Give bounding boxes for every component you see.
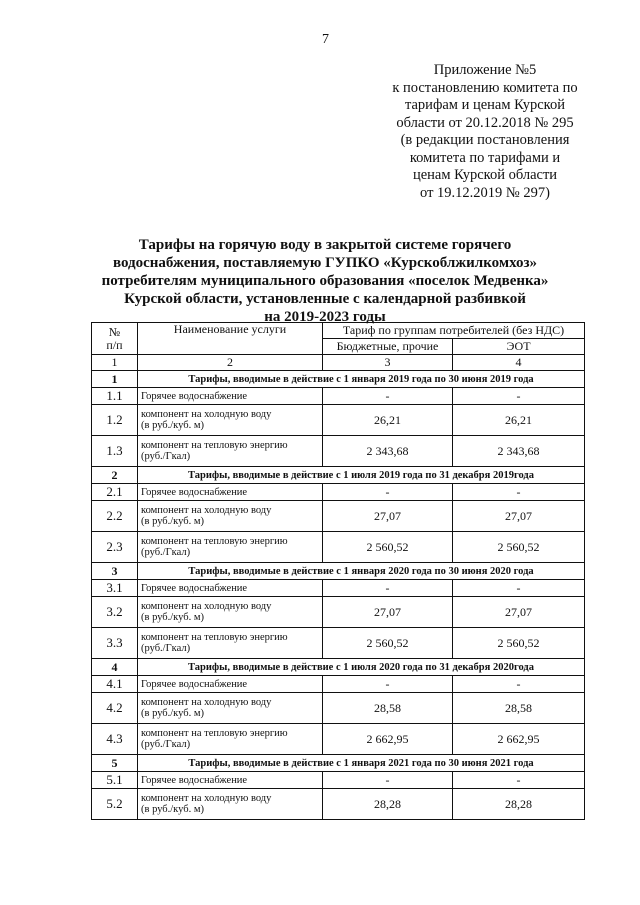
tariff-budget: 27,07: [323, 501, 453, 532]
row-number: 1.3: [92, 436, 138, 467]
appendix-line: ценам Курской области: [412, 167, 558, 183]
service-name: компонент на тепловую энергию (руб./Гкал): [138, 436, 323, 467]
section-number: 4: [92, 659, 138, 676]
tariff-budget: 2 560,52: [323, 532, 453, 563]
service-name: компонент на холодную воду (в руб./куб. м): [138, 501, 323, 532]
tariff-budget: 28,58: [323, 693, 453, 724]
tariff-eot: -: [453, 484, 585, 501]
tariff-eot: 28,28: [453, 789, 585, 820]
appendix-reference: [370, 62, 600, 202]
service-name: Горячее водоснабжение: [138, 772, 323, 789]
tariff-budget: 28,28: [323, 789, 453, 820]
service-name: компонент на холодную воду (в руб./куб. м): [138, 693, 323, 724]
column-number: 3: [323, 355, 453, 371]
service-name: компонент на холодную воду (в руб./куб. м): [138, 405, 323, 436]
row-number: 2.3: [92, 532, 138, 563]
service-name: Горячее водоснабжение: [138, 484, 323, 501]
table-body: [92, 371, 585, 820]
header-num: № п/п: [92, 323, 138, 355]
tariff-eot: -: [453, 388, 585, 405]
title-line: Курской области, установленные с календарной разбивкой: [124, 291, 526, 307]
title-line: потребителям муниципального образования «поселок Медвенка»: [101, 273, 549, 289]
table-row: [92, 772, 585, 789]
appendix-line: к постановлению комитета по: [392, 79, 578, 96]
section-number: 5: [92, 755, 138, 772]
tariff-budget: -: [323, 388, 453, 405]
service-name: компонент на тепловую энергию (руб./Гкал): [138, 532, 323, 563]
row-number: 4.1: [92, 676, 138, 693]
tariff-budget: 26,21: [323, 405, 453, 436]
appendix-line: тарифам и ценам Курской: [404, 97, 565, 113]
service-name: Горячее водоснабжение: [138, 580, 323, 597]
column-number: 2: [138, 355, 323, 371]
tariff-budget: -: [323, 676, 453, 693]
row-number: 3.1: [92, 580, 138, 597]
header-budget: Бюджетные, прочие: [323, 339, 453, 355]
section-row: [92, 467, 585, 484]
tariff-budget: 27,07: [323, 597, 453, 628]
appendix-line: области от 20.12.2018 № 295: [396, 114, 574, 131]
appendix-line: (в редакции постановления: [400, 132, 570, 148]
table-row: [92, 388, 585, 405]
row-number: 2.1: [92, 484, 138, 501]
table-row: [92, 724, 585, 755]
header-service: Наименование услуги: [138, 323, 323, 355]
table-row: [92, 789, 585, 820]
header-tariff-group: Тариф по группам потребителей (без НДС): [323, 323, 585, 339]
table-row: [92, 501, 585, 532]
table-row: [92, 628, 585, 659]
appendix-line: от 19.12.2019 № 297): [420, 184, 550, 201]
appendix-line: комитета по тарифами и: [409, 149, 561, 166]
table-row: [92, 597, 585, 628]
column-number: 1: [92, 355, 138, 371]
tariff-table: [91, 322, 585, 820]
section-title: Тарифы, вводимые в действие с 1 января 2021 года по 30 июня 2021 года: [138, 755, 585, 772]
tariff-eot: -: [453, 676, 585, 693]
section-row: [92, 563, 585, 580]
page-number: 7: [322, 32, 329, 47]
section-title: Тарифы, вводимые в действие с 1 января 2020 года по 30 июня 2020 года: [138, 563, 585, 580]
tariff-budget: -: [323, 580, 453, 597]
tariff-budget: -: [323, 772, 453, 789]
section-row: [92, 371, 585, 388]
tariff-budget: 2 560,52: [323, 628, 453, 659]
row-number: 5.1: [92, 772, 138, 789]
row-number: 4.2: [92, 693, 138, 724]
row-number: 3.3: [92, 628, 138, 659]
service-name: компонент на холодную воду (в руб./куб. м): [138, 789, 323, 820]
tariff-budget: 2 343,68: [323, 436, 453, 467]
section-number: 1: [92, 371, 138, 388]
title-line: на 2019-2023 годы: [264, 309, 386, 325]
tariff-budget: 2 662,95: [323, 724, 453, 755]
section-title: Тарифы, вводимые в действие с 1 января 2019 года по 30 июня 2019 года: [138, 371, 585, 388]
title-line: Тарифы на горячую воду в закрытой системе горячего: [138, 237, 512, 253]
tariff-eot: 2 560,52: [453, 532, 585, 563]
tariff-eot: 2 343,68: [453, 436, 585, 467]
row-number: 1.1: [92, 388, 138, 405]
row-number: 2.2: [92, 501, 138, 532]
header-eot: ЭОТ: [453, 339, 585, 355]
tariff-eot: 26,21: [453, 405, 585, 436]
section-number: 3: [92, 563, 138, 580]
section-row: [92, 755, 585, 772]
section-title: Тарифы, вводимые в действие с 1 июля 2020 года по 31 декабря 2020года: [138, 659, 585, 676]
tariff-eot: -: [453, 772, 585, 789]
service-name: Горячее водоснабжение: [138, 676, 323, 693]
row-number: 3.2: [92, 597, 138, 628]
tariff-eot: 2 662,95: [453, 724, 585, 755]
table-row: [92, 405, 585, 436]
tariff-eot: 2 560,52: [453, 628, 585, 659]
tariff-budget: -: [323, 484, 453, 501]
service-name: компонент на тепловую энергию (руб./Гкал): [138, 628, 323, 659]
service-name: компонент на холодную воду (в руб./куб. м): [138, 597, 323, 628]
row-number: 4.3: [92, 724, 138, 755]
tariff-eot: -: [453, 580, 585, 597]
service-name: компонент на тепловую энергию (руб./Гкал): [138, 724, 323, 755]
title-line: водоснабжения, поставляемую ГУПКО «Курскоблжилкомхоз»: [112, 255, 538, 271]
row-number: 1.2: [92, 405, 138, 436]
row-number: 5.2: [92, 789, 138, 820]
tariff-eot: 27,07: [453, 597, 585, 628]
section-row: [92, 659, 585, 676]
service-name: Горячее водоснабжение: [138, 388, 323, 405]
tariff-eot: 28,58: [453, 693, 585, 724]
column-number: 4: [453, 355, 585, 371]
table-row: [92, 580, 585, 597]
table-row: [92, 532, 585, 563]
table-row: [92, 484, 585, 501]
section-number: 2: [92, 467, 138, 484]
appendix-line: Приложение №5: [433, 62, 537, 78]
table-row: [92, 436, 585, 467]
tariff-eot: 27,07: [453, 501, 585, 532]
document-title: [70, 236, 580, 326]
section-title: Тарифы, вводимые в действие с 1 июля 2019 года по 31 декабря 2019года: [138, 467, 585, 484]
table-row: [92, 676, 585, 693]
table-row: [92, 693, 585, 724]
